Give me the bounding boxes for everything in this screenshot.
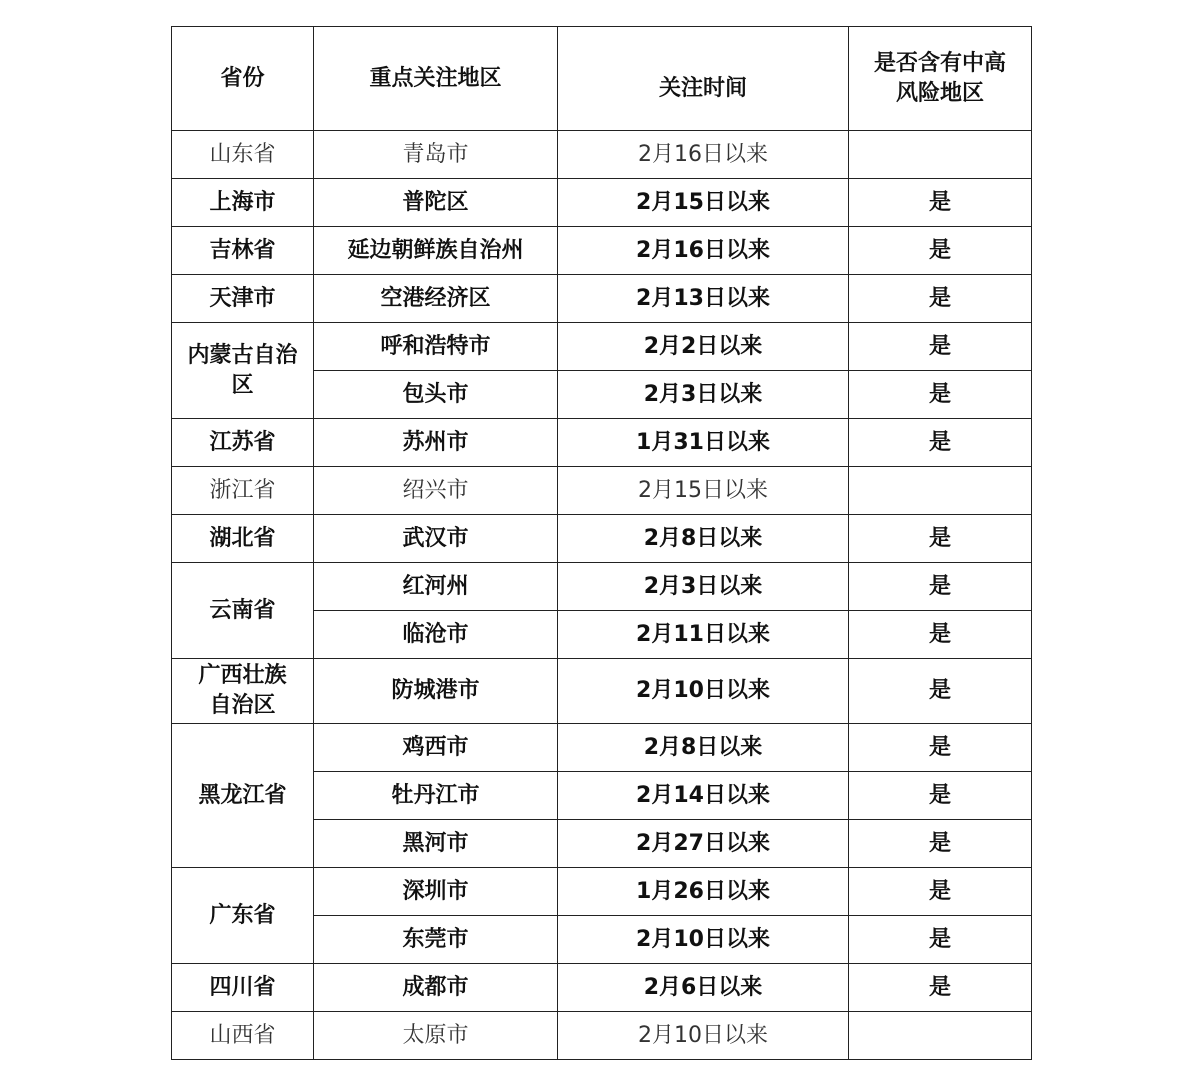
- cell-area: 武汉市: [314, 515, 558, 563]
- cell-time: 2月8日以来: [558, 724, 849, 772]
- cell-area: 普陀区: [314, 179, 558, 227]
- cell-risk: [849, 467, 1032, 515]
- cell-risk: 是: [849, 772, 1032, 820]
- cell-time: 2月13日以来: [558, 275, 849, 323]
- cell-area: 临沧市: [314, 611, 558, 659]
- cell-province: 山东省: [172, 131, 314, 179]
- table-row: [172, 131, 1032, 179]
- cell-risk: 是: [849, 611, 1032, 659]
- cell-province: 上海市: [172, 179, 314, 227]
- cell-risk: 是: [849, 659, 1032, 724]
- cell-area: 鸡西市: [314, 724, 558, 772]
- table-row: [172, 515, 1032, 563]
- cell-risk: 是: [849, 179, 1032, 227]
- cell-time: 2月3日以来: [558, 371, 849, 419]
- cell-risk: 是: [849, 515, 1032, 563]
- header-area: 重点关注地区: [314, 27, 558, 131]
- cell-risk: 是: [849, 275, 1032, 323]
- cell-risk: 是: [849, 916, 1032, 964]
- cell-area: 牡丹江市: [314, 772, 558, 820]
- cell-risk: 是: [849, 227, 1032, 275]
- cell-risk: 是: [849, 868, 1032, 916]
- cell-province: 浙江省: [172, 467, 314, 515]
- cell-province: 云南省: [172, 563, 314, 659]
- cell-province: 广西壮族自治区: [172, 659, 314, 724]
- cell-time: 2月3日以来: [558, 563, 849, 611]
- header-province: 省份: [172, 27, 314, 131]
- cell-area: 东莞市: [314, 916, 558, 964]
- cell-province: 四川省: [172, 964, 314, 1012]
- cell-time: 2月14日以来: [558, 772, 849, 820]
- cell-area: 红河州: [314, 563, 558, 611]
- cell-risk: 是: [849, 323, 1032, 371]
- header-risk: 是否含有中高风险地区: [849, 27, 1032, 131]
- cell-risk: [849, 131, 1032, 179]
- cell-province: 广东省: [172, 868, 314, 964]
- table-row: [172, 179, 1032, 227]
- cell-time: 2月16日以来: [558, 131, 849, 179]
- cell-province: 内蒙古自治区: [172, 323, 314, 419]
- risk-area-table: [171, 26, 1032, 1060]
- cell-area: 空港经济区: [314, 275, 558, 323]
- cell-area: 苏州市: [314, 419, 558, 467]
- cell-time: 2月6日以来: [558, 964, 849, 1012]
- cell-risk: 是: [849, 563, 1032, 611]
- table-row: [172, 868, 1032, 916]
- cell-time: 2月16日以来: [558, 227, 849, 275]
- table-row: [172, 323, 1032, 371]
- cell-area: 呼和浩特市: [314, 323, 558, 371]
- table-row: [172, 227, 1032, 275]
- cell-time: 1月26日以来: [558, 868, 849, 916]
- cell-time: 2月10日以来: [558, 659, 849, 724]
- table-row: [172, 659, 1032, 724]
- cell-area: 包头市: [314, 371, 558, 419]
- cell-province: 江苏省: [172, 419, 314, 467]
- cell-area: 青岛市: [314, 131, 558, 179]
- cell-area: 太原市: [314, 1012, 558, 1060]
- cell-time: 2月10日以来: [558, 1012, 849, 1060]
- cell-time: 2月2日以来: [558, 323, 849, 371]
- cell-time: 2月27日以来: [558, 820, 849, 868]
- table-row: [172, 563, 1032, 611]
- cell-risk: 是: [849, 419, 1032, 467]
- table-row: [172, 964, 1032, 1012]
- table-row: [172, 467, 1032, 515]
- cell-risk: 是: [849, 371, 1032, 419]
- cell-time: 2月15日以来: [558, 467, 849, 515]
- table-row: [172, 419, 1032, 467]
- cell-risk: 是: [849, 964, 1032, 1012]
- cell-risk: 是: [849, 724, 1032, 772]
- cell-area: 绍兴市: [314, 467, 558, 515]
- cell-time: 2月11日以来: [558, 611, 849, 659]
- cell-time: 2月10日以来: [558, 916, 849, 964]
- header-row: [172, 27, 1032, 131]
- table-row: [172, 1012, 1032, 1060]
- cell-area: 深圳市: [314, 868, 558, 916]
- cell-risk: [849, 1012, 1032, 1060]
- table-row: [172, 275, 1032, 323]
- cell-province: 山西省: [172, 1012, 314, 1060]
- cell-area: 黑河市: [314, 820, 558, 868]
- cell-area: 延边朝鲜族自治州: [314, 227, 558, 275]
- cell-time: 2月8日以来: [558, 515, 849, 563]
- cell-area: 成都市: [314, 964, 558, 1012]
- cell-province: 黑龙江省: [172, 724, 314, 868]
- table-row: [172, 724, 1032, 772]
- cell-risk: 是: [849, 820, 1032, 868]
- cell-time: 1月31日以来: [558, 419, 849, 467]
- cell-area: 防城港市: [314, 659, 558, 724]
- cell-time: 2月15日以来: [558, 179, 849, 227]
- cell-province: 吉林省: [172, 227, 314, 275]
- cell-province: 天津市: [172, 275, 314, 323]
- header-time: 关注时间: [558, 27, 849, 131]
- cell-province: 湖北省: [172, 515, 314, 563]
